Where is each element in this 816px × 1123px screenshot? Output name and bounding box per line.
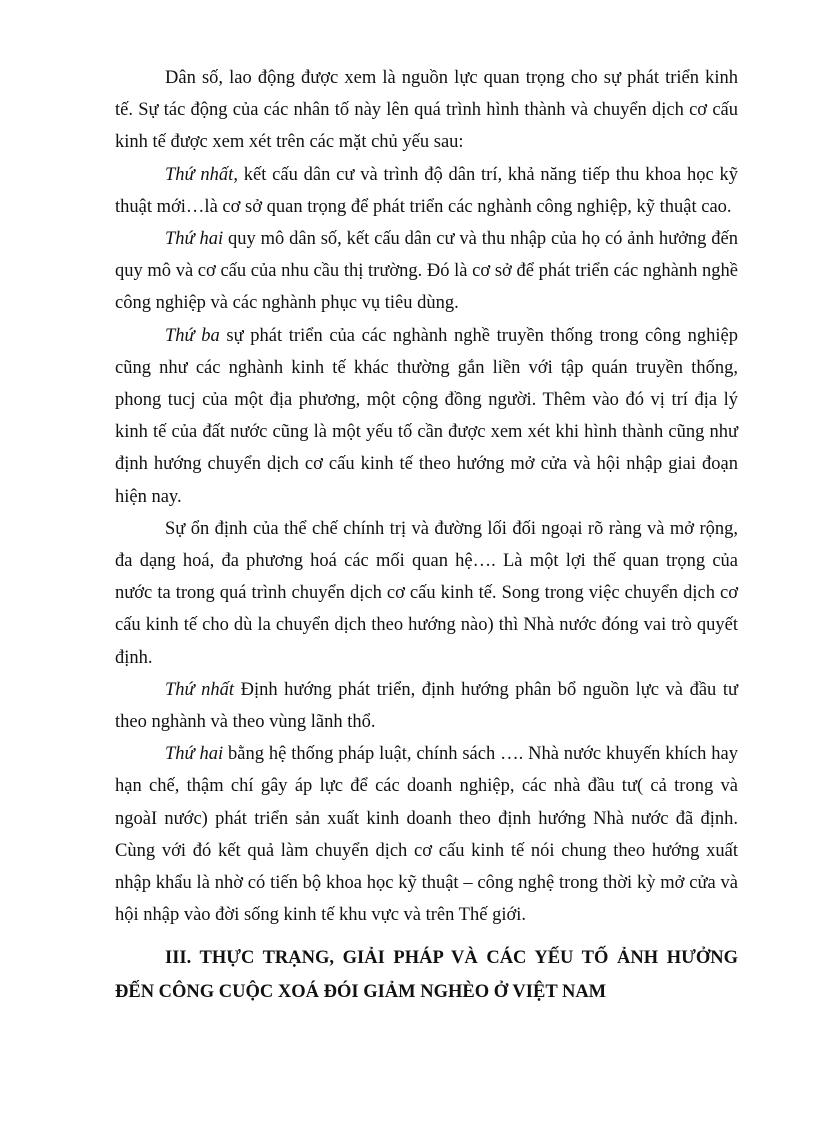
paragraph-lead: Thứ ba: [165, 325, 220, 346]
paragraph-lead: Thứ nhất: [165, 679, 235, 700]
paragraph-political-stability: [115, 513, 738, 674]
paragraph-second-factor: [115, 223, 738, 320]
paragraph-text: sự phát triển của các nghành nghề truyền thống trong công nghiệp cũng như các nghành kinh tế khác thường gắn liền với tập quán truyền thống, phong tucj của một địa phương, một cộng đồng người. Thêm vào đó vị trí địa lý kinh tế của đất nước cũng là một yếu tố cần được xem xét khi hình thành cũng như định hướng chuyển dịch cơ cấu kinh tế theo hướng mở cửa và hội nhập giai đoạn hiện nay.: [115, 325, 738, 507]
paragraph-state-first: [115, 674, 738, 738]
paragraph-first-factor: [115, 159, 738, 223]
paragraph-population-labor: [115, 62, 738, 159]
paragraph-text: Sự ổn định của thể chế chính trị và đường lối đối ngoại rõ ràng và mở rộng, đa dạng hoá, đa phương hoá các mối quan hệ…. Là một lợi thế quan trọng của nước ta trong quá trình chuyển dịch cơ cấu kinh tế. Song trong việc chuyển dịch cơ cấu kinh tế cho dù la chuyển dịch theo hướng nào) thì Nhà nước đóng vai trò quyết định.: [115, 518, 738, 668]
paragraph-text: , kết cấu dân cư và trình độ dân trí, khả năng tiếp thu khoa học kỹ thuật mới…là cơ sở quan trọng để phát triển các nghành công nghiệp, kỹ thuật cao.: [115, 164, 738, 217]
paragraph-lead: Thứ hai: [165, 229, 224, 250]
paragraph-text: bằng hệ thống pháp luật, chính sách …. Nhà nước khuyến khích hay hạn chế, thậm chí gây áp lực để các doanh nghiệp, các nhà đầu tư( cả trong và ngoàI nước) phát triển sản xuất kinh doanh theo định hướng Nhà nước đã định. Cùng với đó kết quả làm chuyển dịch cơ cấu kinh tế nói chung theo hướng xuất nhập khẩu là nhờ có tiến bộ khoa học kỹ thuật – công nghệ trong thời kỳ mở cửa và hội nhập vào đời sống kinh tế khu vực và trên Thế giới.: [115, 744, 738, 926]
paragraph-third-factor: [115, 320, 738, 513]
paragraph-lead: Thứ nhất: [165, 164, 234, 185]
paragraph-lead: Thứ hai: [165, 744, 224, 765]
paragraph-text: Dân số, lao động được xem là nguồn lực quan trọng cho sự phát triển kinh tế. Sự tác động của các nhân tố này lên quá trình hình thành và chuyển dịch cơ cấu kinh tế được xem xét trên các mặt chủ yếu sau:: [115, 68, 738, 153]
paragraph-state-second: [115, 738, 738, 931]
paragraph-text: Định hướng phát triển, định hướng phân bổ nguồn lực và đầu tư theo nghành và theo vùng lãnh thổ.: [115, 679, 738, 733]
paragraph-text: quy mô dân số, kết cấu dân cư và thu nhập của họ có ảnh hưởng đến quy mô và cơ cấu của nhu cầu thị trường. Đó là cơ sở để phát triển các nghành nghề công nghiệp và các nghành phục vụ tiêu dùng.: [115, 229, 738, 314]
section-heading: III. THỰC TRẠNG, GIẢI PHÁP VÀ CÁC YẾU TỐ ẢNH HƯỞNG ĐẾN CÔNG CUỘC XOÁ ĐÓI GIẢM NGHÈO Ở VIỆT NAM: [115, 948, 738, 1003]
